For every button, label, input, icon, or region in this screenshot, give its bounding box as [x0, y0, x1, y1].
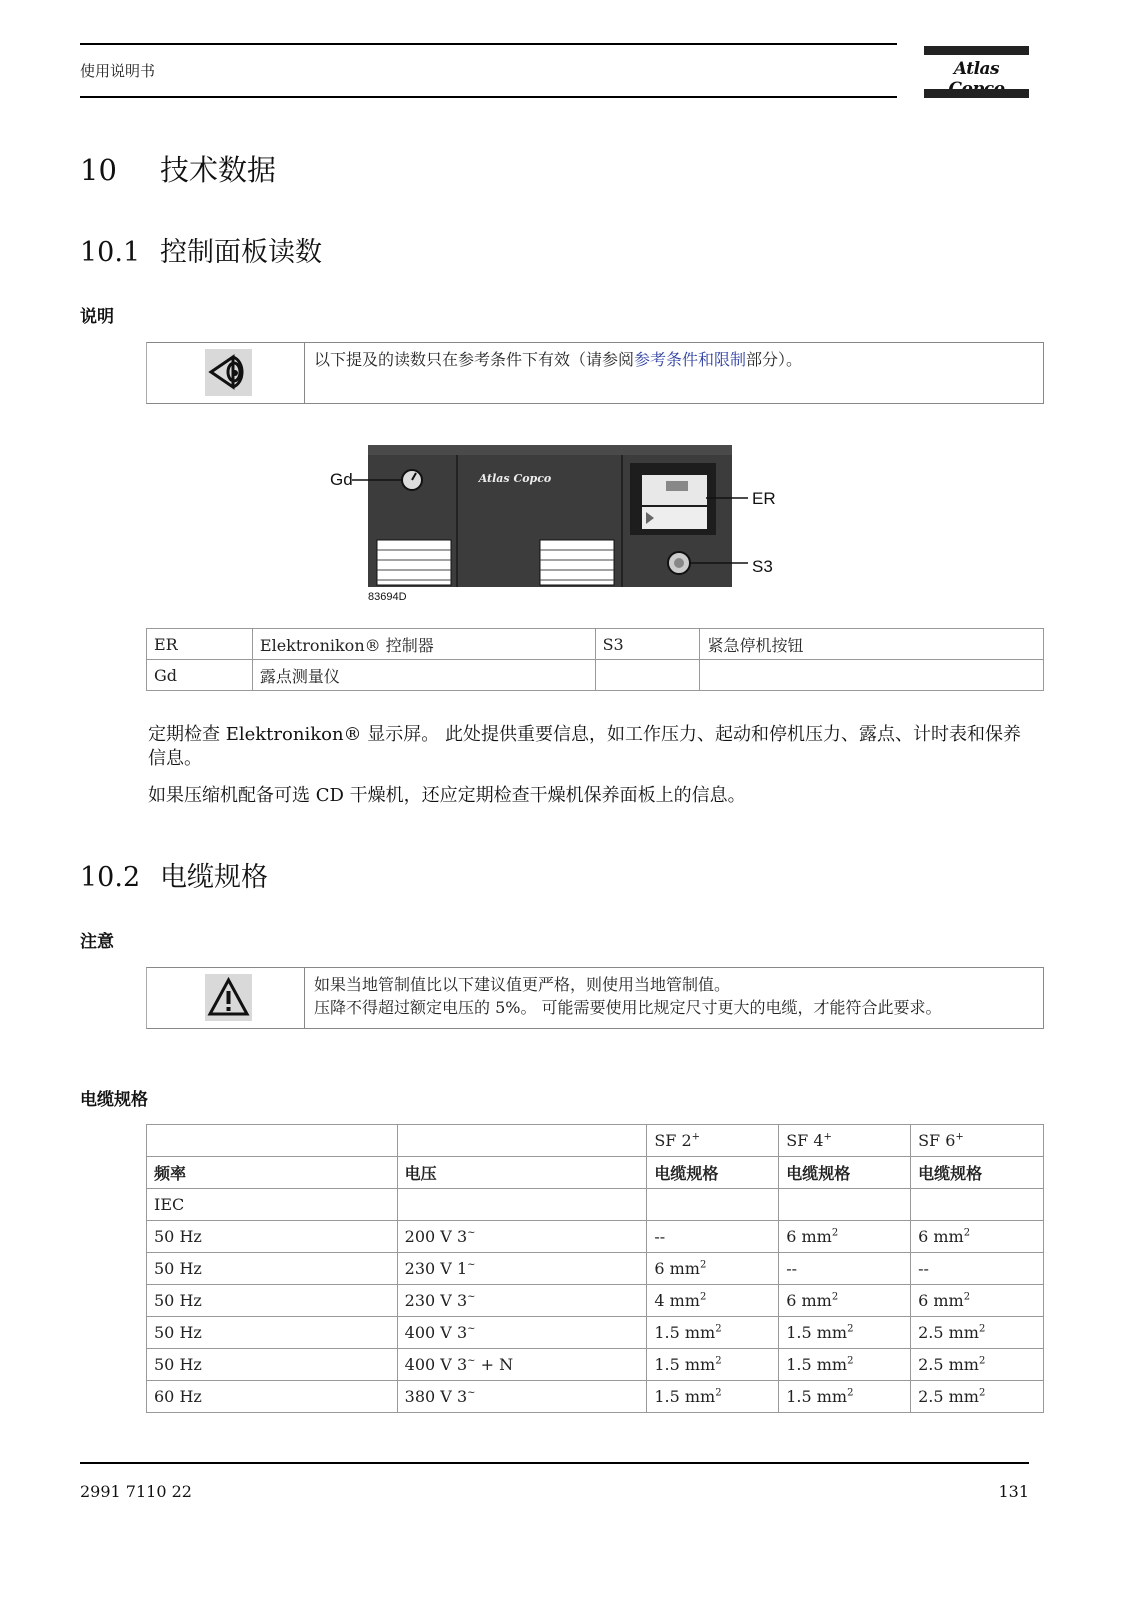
figure-legend-table [146, 628, 1044, 691]
section-heading-10-1 [80, 230, 322, 269]
section-title: 控制面板读数 [160, 237, 322, 268]
model-header: SF 2+ [647, 1125, 779, 1157]
table-cell: 200 V 3~ [397, 1221, 647, 1253]
table-cell: 400 V 3~ + N [397, 1349, 647, 1381]
info-notice-text: 以下提及的读数只在参考条件下有效（请参阅参考条件和限制部分）。 [314, 350, 803, 369]
cable-table-label: 电缆规格 [80, 1090, 148, 1110]
note-label: 注意 [80, 932, 114, 952]
table-cell: -- [911, 1253, 1044, 1285]
section-number: 10.2 [80, 862, 141, 893]
figure-code: 83694D [368, 591, 407, 603]
label-gd: Gd [330, 470, 353, 489]
table-cell: 50 Hz [147, 1285, 398, 1317]
table-cell: 50 Hz [147, 1253, 398, 1285]
control-panel-figure [330, 440, 790, 605]
section-heading-10-2 [80, 855, 268, 894]
table-cell: 6 $mm^2$ [779, 1285, 911, 1317]
table-cell: 380 V 3~ [397, 1381, 647, 1413]
table-cell: 2.5 $mm^2$ [911, 1381, 1044, 1413]
footer-rule [80, 1462, 1029, 1464]
chapter-heading [80, 148, 276, 189]
paragraph-display-check: 定期检查 Elektronikon® 显示屏。 此处提供重要信息，如工作压力、起动和停机压力、露点、计时表和保养信息。 [148, 724, 1021, 769]
svg-text:Atlas Copco: Atlas Copco [478, 472, 552, 485]
document-number: 2991 7110 22 [80, 1482, 192, 1501]
table-cell: 1.5 $mm^2$ [779, 1317, 911, 1349]
table-cell: 50 Hz [147, 1349, 398, 1381]
table-cell: 6 $mm^2$ [911, 1221, 1044, 1253]
table-cell: 6 $mm^2$ [647, 1253, 779, 1285]
description-label: 说明 [80, 307, 114, 327]
reference-conditions-link[interactable]: 参考条件和限制 [634, 350, 747, 369]
warning-notice [146, 967, 1044, 1029]
info-notice [146, 342, 1044, 404]
header-rule-bottom [80, 96, 897, 98]
table-cell: 230 V 1~ [397, 1253, 647, 1285]
table-cell: 1.5 $mm^2$ [647, 1317, 779, 1349]
chapter-number: 10 [80, 153, 117, 187]
warning-notice-text: 如果当地管制值比以下建议值更严格，则使用当地管制值。 压降不得超过额定电压的 5%。 可能需要使用比规定尺寸更大的电缆，才能符合此要求。 [314, 975, 942, 1017]
table-cell: 230 V 3~ [397, 1285, 647, 1317]
eye-icon [205, 349, 252, 396]
table-cell: 1.5 $mm^2$ [779, 1381, 911, 1413]
label-s3: S3 [752, 557, 773, 576]
table-row [147, 1285, 1044, 1317]
atlas-copco-logo: Atlas [924, 46, 1029, 98]
label-er: ER [752, 489, 776, 508]
model-header: SF 4+ [779, 1125, 911, 1157]
table-cell: 2.5 $mm^2$ [911, 1349, 1044, 1381]
table-cell: -- [647, 1221, 779, 1253]
paragraph-dryer-check: 如果压缩机配备可选 CD 干燥机，还应定期检查干燥机保养面板上的信息。 [148, 785, 746, 806]
warning-icon [205, 974, 252, 1021]
table-cell: 1.5 $mm^2$ [647, 1381, 779, 1413]
table-row [147, 1317, 1044, 1349]
table-cell: 50 Hz [147, 1221, 398, 1253]
table-cell: 400 V 3~ [397, 1317, 647, 1349]
table-row: ER Elektronikon® 控制器 S3 紧急停机按钮 [147, 629, 1044, 660]
table-group-row: IEC [147, 1189, 1044, 1221]
page-number: 131 [998, 1482, 1029, 1501]
model-header: SF 6+ [911, 1125, 1044, 1157]
section-title: 电缆规格 [160, 862, 268, 893]
header-title: 使用说明书 [80, 62, 156, 80]
table-header-row [147, 1125, 1044, 1157]
cable-spec-table [146, 1124, 1044, 1413]
table-cell: 60 Hz [147, 1381, 398, 1413]
table-cell: 6 $mm^2$ [779, 1221, 911, 1253]
table-cell: 1.5 $mm^2$ [779, 1349, 911, 1381]
chapter-title: 技术数据 [160, 153, 277, 187]
table-cell: 4 $mm^2$ [647, 1285, 779, 1317]
table-row [147, 1381, 1044, 1413]
table-row: Gd 露点测量仪 [147, 660, 1044, 691]
table-cell: 2.5 $mm^2$ [911, 1317, 1044, 1349]
table-header-row: 频率 电压 电缆规格 电缆规格 电缆规格 [147, 1157, 1044, 1189]
table-row [147, 1349, 1044, 1381]
table-row [147, 1253, 1044, 1285]
table-cell: 50 Hz [147, 1317, 398, 1349]
table-cell: -- [779, 1253, 911, 1285]
section-number: 10.1 [80, 237, 141, 268]
header-rule-top [80, 43, 897, 45]
table-row [147, 1221, 1044, 1253]
table-cell: 1.5 $mm^2$ [647, 1349, 779, 1381]
table-cell: 6 $mm^2$ [911, 1285, 1044, 1317]
